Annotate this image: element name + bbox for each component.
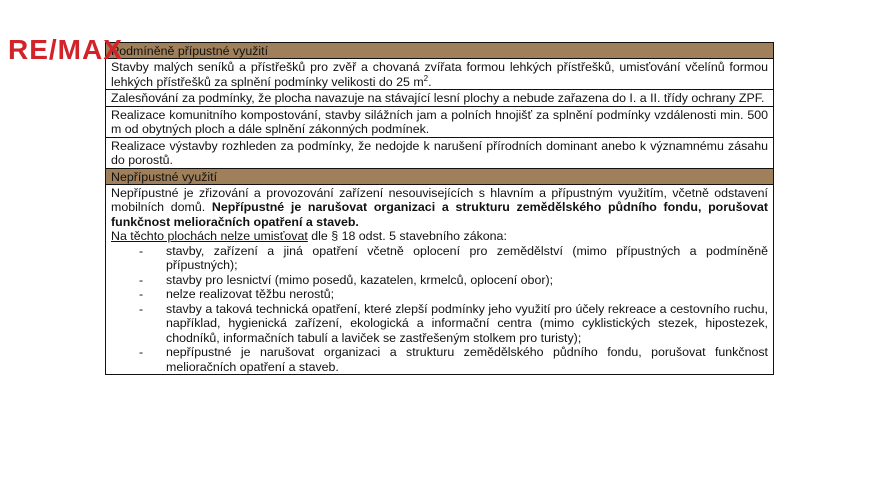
section-header-prohibited: Nepřípustné využití xyxy=(106,169,773,185)
list-item-text: stavby, zařízení a jiná opatření včetně oplocení pro zemědělství (mimo přípustných a podmíněně přípustných); xyxy=(166,243,768,272)
list-item xyxy=(111,273,768,288)
prohibited-intro xyxy=(111,186,768,230)
list-item xyxy=(111,345,768,374)
conditional-row-3 xyxy=(106,107,773,138)
prohibited-list xyxy=(111,244,768,375)
conditional-row-2-text: Zalesňování za podmínky, že plocha navazuje na stávající lesní plochy a nebude zařazena do I. a II. třídy ochrany ZPF. xyxy=(111,91,765,105)
superscript-2: 2 xyxy=(423,73,429,83)
bullet-dash: - xyxy=(139,272,144,287)
bullet-dash: - xyxy=(139,345,144,359)
zoning-table xyxy=(105,42,774,375)
list-item-text: stavby a taková technická opatření, které zlepší podmínky jeho využití pro účely rekreace a cestovního ruchu, například, hygienická zařízení, ekologická a informační centra (mimo cyklistických stezek, hipostezek, chodníků, informačních tabulí a laviček se zastřešeným stolkem pro turisty); xyxy=(166,301,768,345)
prohibited-row xyxy=(106,185,773,375)
section-header-conditional: Podmíněně přípustné využití xyxy=(106,43,773,59)
prohibited-list-lead-underlined: Na těchto plochách nelze umisťovat xyxy=(111,229,308,243)
prohibited-list-lead xyxy=(111,229,768,244)
list-item xyxy=(111,287,768,302)
list-item-text: nelze realizovat těžbu nerostů; xyxy=(166,287,335,301)
list-item xyxy=(111,302,768,346)
conditional-row-3-text: Realizace komunitního kompostování, stavby silážních jam a polních hnojišť za splnění podmínky vzdálenosti min. 500 m od obytných ploch a dále splnění zákonných podmínek. xyxy=(111,107,768,136)
conditional-row-1 xyxy=(106,59,773,90)
bullet-dash: - xyxy=(139,301,144,316)
list-item xyxy=(111,244,768,273)
prohibited-intro-plain: Nepřípustné je zřizování a provozování zařízení nesouvisejících s hlavním a přípustným využitím, včetně odstavení mobilních domů. xyxy=(111,185,768,214)
bullet-dash: - xyxy=(139,243,144,258)
prohibited-intro-bold: Nepřípustné je narušovat organizaci a strukturu zemědělského půdního fondu, porušovat funkčnost melioračních opatření a staveb. xyxy=(111,200,768,229)
conditional-row-4-text: Realizace výstavby rozhleden za podmínky, že nedojde k narušení přírodních dominant anebo k významnému zásahu do porostů. xyxy=(111,138,768,167)
conditional-row-1-text: Stavby malých seníků a přístřešků pro zvěř a chovaná zvířata formou lehkých přístřešků, umisťování včelínů formou lehkých přístřešků za splnění podmínky velikosti do 25 m xyxy=(111,60,768,89)
list-item-text: nepřípustné je narušovat organizaci a strukturu zemědělského půdního fondu, porušovat funkčnost melioračních opatření a staveb. xyxy=(166,345,768,374)
conditional-row-1-tail: . xyxy=(428,74,432,89)
list-item-text: stavby pro lesnictví (mimo posedů, kazatelen, krmelců, oplocení obor); xyxy=(166,272,554,287)
conditional-row-2 xyxy=(106,90,773,107)
remax-logo: RE/MAX xyxy=(8,34,123,65)
conditional-row-4 xyxy=(106,138,773,169)
prohibited-list-lead-rest: dle § 18 odst. 5 stavebního zákona: xyxy=(307,229,507,243)
bullet-dash: - xyxy=(139,287,144,301)
